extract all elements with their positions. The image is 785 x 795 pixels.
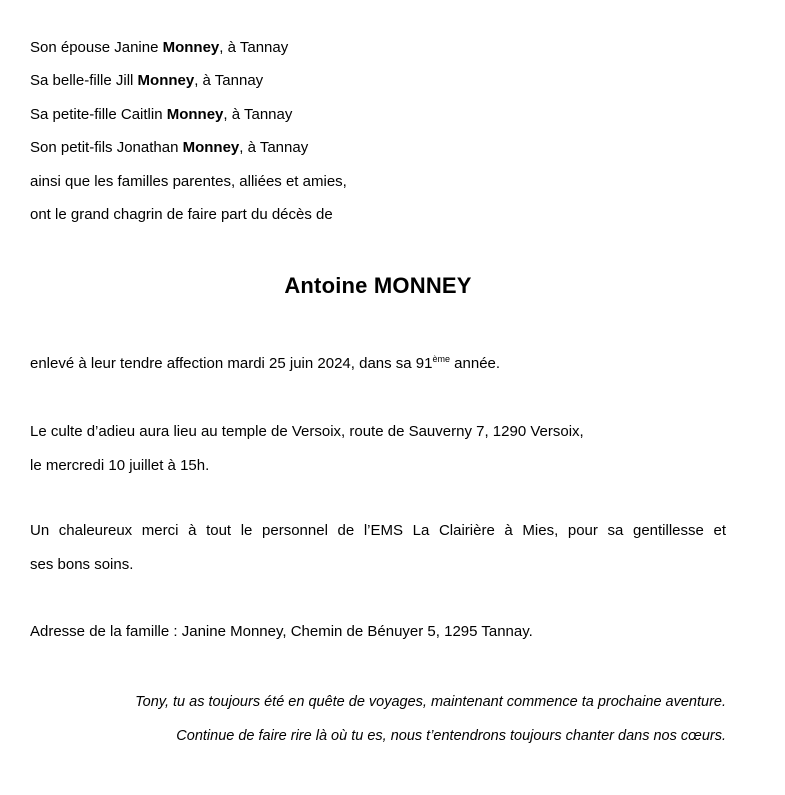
announcement-text: ont le grand chagrin de faire part du décès de xyxy=(30,206,333,224)
ceremony-line-1: Le culte d’adieu aura lieu au temple de Versoix, route de Sauverny 7, 1290 Versoix, xyxy=(30,423,584,441)
family-name-bold: Monney xyxy=(166,105,224,123)
family-line-grandson xyxy=(30,131,726,164)
family-line-daughter-in-law xyxy=(30,64,726,97)
family-line-text: Sa petite-fille Caitlin xyxy=(30,105,167,123)
ceremony-line-2: le mercredi 10 juillet à 15h. xyxy=(30,457,210,475)
family-name-bold: Monney xyxy=(137,72,195,90)
obituary-content xyxy=(30,0,726,753)
family-line-location: , à Tannay xyxy=(223,105,293,123)
family-address-line: Adresse de la famille : Janine Monney, Chemin de Bénuyer 5, 1295 Tannay. xyxy=(30,623,533,641)
ceremony-paragraph xyxy=(30,415,726,483)
epitaph-line-1: Tony, tu as toujours été en quête de voyages, maintenant commence ta prochaine aventure. xyxy=(135,694,726,711)
death-notice-text: enlevé à leur tendre affection mardi 25 juin 2024, dans sa 91 xyxy=(30,355,433,373)
family-line-text: Sa belle-fille Jill xyxy=(30,72,138,90)
family-list xyxy=(30,31,726,231)
family-name-bold: Monney xyxy=(182,139,240,157)
family-line-location: , à Tannay xyxy=(219,39,289,56)
thanks-paragraph xyxy=(30,514,726,582)
deceased-name: Antoine MONNEY xyxy=(284,273,472,299)
family-line-location: , à Tannay xyxy=(194,72,264,90)
thanks-line-2: ses bons soins. xyxy=(30,556,134,574)
family-line-granddaughter xyxy=(30,98,726,131)
family-line-text: ainsi que les familles parentes, alliées et amies, xyxy=(30,172,347,190)
ordinal-superscript: ème xyxy=(432,354,451,365)
epitaph-line-2: Continue de faire rire là où tu es, nous t’entendrons toujours chanter dans nos cœurs. xyxy=(176,728,726,745)
death-notice-line xyxy=(30,347,726,381)
family-line-text: Son épouse Janine xyxy=(30,39,163,56)
family-line-spouse xyxy=(30,31,726,64)
epitaph-paragraph xyxy=(30,685,726,753)
family-line-text: Son petit-fils Jonathan xyxy=(30,139,183,157)
family-line-location: , à Tannay xyxy=(239,139,309,157)
thanks-line-1: Un chaleureux merci à tout le personnel de l’EMS La Clairière à Mies, pour sa gentillesse et xyxy=(30,522,726,540)
announcement-line xyxy=(30,198,726,231)
family-name-bold: Monney xyxy=(162,39,220,56)
death-notice-end: année. xyxy=(450,355,501,373)
family-line-relatives xyxy=(30,165,726,198)
